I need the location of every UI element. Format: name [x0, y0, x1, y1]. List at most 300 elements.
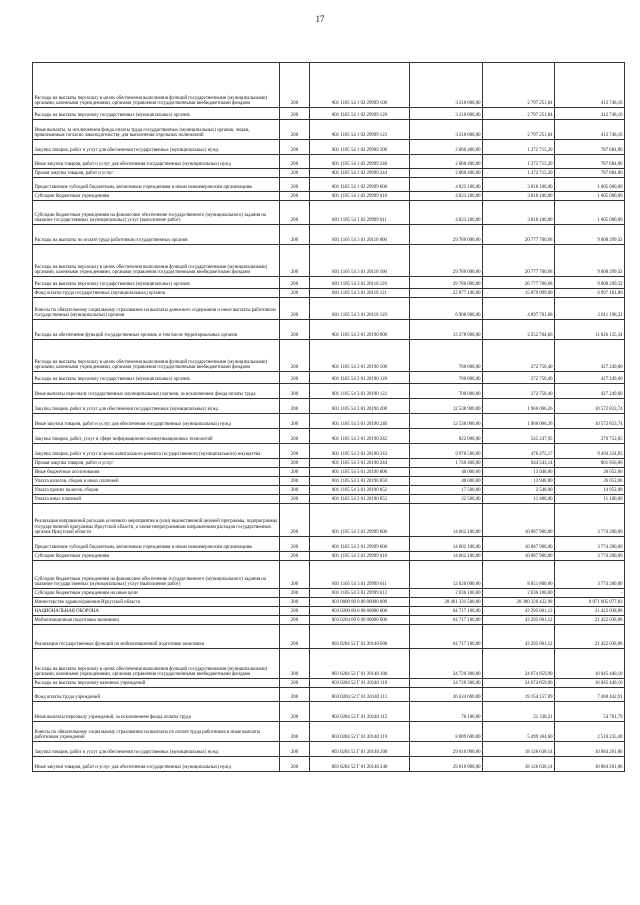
approved-amount-cell: 64 717 100,00 — [410, 625, 483, 649]
row-name-cell: Расходы на выплаты персоналу в целях обеспечения выполнения функций государственными (муниципальными) органами, казенными учреждениями, органами управления государственными внебюджетными фондами — [33, 340, 280, 372]
table-row — [33, 320, 625, 340]
row-name-cell: Предоставление субсидий бюджетным, автономным учреждениям и иным некоммерческим организациям — [33, 537, 280, 552]
row-name-cell: Субсидии бюджетным учреждениям на финансовое обеспечение государственного (муниципального) задания на оказание государственных (муниципальных) услуг (выполнение работ) — [33, 561, 280, 589]
row-code-cell: 200 — [280, 372, 310, 384]
budget-classification-code-cell: 801 1105 54 3 01 20190 122 — [310, 384, 410, 399]
executed-amount-cell: 1 272 715,20 — [483, 155, 555, 169]
table-row — [33, 459, 625, 468]
executed-amount-cell: 11 400,00 — [483, 495, 555, 504]
unexecuted-amount-cell: 427 249,60 — [555, 384, 625, 399]
unexecuted-amount-cell: 6 997 101,00 — [555, 289, 625, 298]
row-name-cell: Иные закупки товаров, работ и услуг для обеспечения государственных (муниципальных) нужд — [33, 757, 280, 772]
unexecuted-amount-cell: 787 684,80 — [555, 140, 625, 155]
approved-amount-cell: 822 000,00 — [410, 429, 483, 444]
executed-amount-cell: 24 674 859,90 — [483, 649, 555, 679]
approved-amount-cell: 8 009 600,00 — [410, 722, 483, 742]
row-name-cell: Закупка товаров, работ и услуг для обеспечения государственных (муниципальных) нужд — [33, 742, 280, 757]
row-code-cell: 200 — [280, 598, 310, 607]
row-code-cell: 200 — [280, 340, 310, 372]
unexecuted-amount-cell: 21 422 038,88 — [555, 616, 625, 625]
row-code-cell: 200 — [280, 298, 310, 320]
budget-classification-code-cell: 803 0204 52 Г 01 20140 110 — [310, 679, 410, 688]
row-code-cell: 200 — [280, 245, 310, 277]
budget-classification-code-cell: 801 1105 54 3 01 20110 129 — [310, 298, 410, 320]
row-name-cell: Субсидии бюджетным учреждениям — [33, 192, 280, 201]
row-code-cell: 200 — [280, 537, 310, 552]
budget-classification-code-cell: 801 1105 54 1 02 29999 100 — [310, 63, 410, 108]
table-row — [33, 372, 625, 384]
table-row — [33, 679, 625, 688]
table-row — [33, 120, 625, 140]
executed-amount-cell: 43 295 061,12 — [483, 625, 555, 649]
row-code-cell: 200 — [280, 486, 310, 495]
approved-amount-cell: 22 500,00 — [410, 495, 483, 504]
executed-amount-cell: 43 295 061,12 — [483, 616, 555, 625]
unexecuted-amount-cell: 1 005 000,00 — [555, 201, 625, 225]
executed-amount-cell: 19 154 157,09 — [483, 688, 555, 702]
budget-classification-code-cell: 803 0204 00 0 00 00000 000 — [310, 616, 410, 625]
budget-classification-code-cell: 801 1105 54 1 02 29999 120 — [310, 108, 410, 120]
budget-classification-code-cell: 801 1105 54 3 01 20190 244 — [310, 459, 410, 468]
approved-amount-cell: 3 210 000,00 — [410, 120, 483, 140]
budget-classification-code-cell: 801 1105 54 1 02 29999 123 — [310, 120, 410, 140]
executed-amount-cell: 20 777 700,68 — [483, 225, 555, 245]
unexecuted-amount-cell: 3 774 200,00 — [555, 561, 625, 589]
budget-classification-code-cell: 801 1105 54 3 01 20110 120 — [310, 277, 410, 289]
table-row — [33, 225, 625, 245]
executed-amount-cell: 3 818 100,00 — [483, 201, 555, 225]
approved-amount-cell: 29 786 000,00 — [410, 225, 483, 245]
unexecuted-amount-cell: 26 052,00 — [555, 468, 625, 477]
unexecuted-amount-cell: 14 952,00 — [555, 486, 625, 495]
unexecuted-amount-cell: 9 008 299,32 — [555, 245, 625, 277]
unexecuted-amount-cell: 427 249,60 — [555, 340, 625, 372]
executed-amount-cell: 10 887 900,00 — [483, 537, 555, 552]
row-name-cell: Расходы на выплаты персоналу в целях обеспечения выполнения функций государственными (муниципальными) органами, казенными учреждениями, органами управления государственными внебюджетными фондами — [33, 63, 280, 108]
executed-amount-cell: 272 750,40 — [483, 372, 555, 384]
row-name-cell: Уплата прочих налогов, сборов — [33, 486, 280, 495]
budget-classification-code-cell: 801 1105 54 3 01 20190 240 — [310, 414, 410, 429]
table-row — [33, 277, 625, 289]
executed-amount-cell: 2 797 251,84 — [483, 120, 555, 140]
table-row — [33, 289, 625, 298]
approved-amount-cell: 64 717 100,00 — [410, 616, 483, 625]
executed-amount-cell: 2 252 764,66 — [483, 320, 555, 340]
approved-amount-cell: 13 278 900,00 — [410, 320, 483, 340]
row-name-cell: Реализация направлений расходов основного мероприятия и (или) ведомственной целевой программы, подпрограммы государственной программы Иркутской области, а также непрограммным направлениям расходов государственных органов Иркутской области — [33, 504, 280, 537]
unexecuted-amount-cell: 21 422 038,88 — [555, 625, 625, 649]
row-code-cell: 200 — [280, 688, 310, 702]
unexecuted-amount-cell: 412 748,16 — [555, 63, 625, 108]
table-row — [33, 616, 625, 625]
row-code-cell: 200 — [280, 201, 310, 225]
budget-classification-code-cell: 801 1105 54 1 02 29999 244 — [310, 169, 410, 178]
row-code-cell: 200 — [280, 444, 310, 459]
executed-amount-cell: 2 797 251,84 — [483, 108, 555, 120]
budget-classification-code-cell: 801 1105 54 3 01 29999 611 — [310, 561, 410, 589]
row-name-cell: Закупка товаров, работ и услуг в целях капитального ремонта государственного (муниципального) имущества — [33, 444, 280, 459]
unexecuted-amount-cell: 7 480 442,91 — [555, 688, 625, 702]
budget-classification-code-cell: 803 0200 00 0 00 00000 000 — [310, 607, 410, 616]
approved-amount-cell: 2 036 100,00 — [410, 589, 483, 598]
row-name-cell: Расходы на выплаты персоналу казенных учреждений — [33, 679, 280, 688]
executed-amount-cell: 272 750,40 — [483, 340, 555, 372]
unexecuted-amount-cell: 276 752,05 — [555, 429, 625, 444]
row-code-cell: 200 — [280, 289, 310, 298]
row-name-cell: Иные закупки товаров, работ и услуг для обеспечения государственных (муниципальных) нужд — [33, 414, 280, 429]
executed-amount-cell: 1 966 066,26 — [483, 414, 555, 429]
executed-amount-cell: 13 948,00 — [483, 477, 555, 486]
row-name-cell: Расходы на выплаты персоналу в целях обеспечения выполнения функций государственными (муниципальными) органами, казенными учреждениями, органами управления государственными внебюджетными фондами — [33, 649, 280, 679]
row-code-cell: 200 — [280, 616, 310, 625]
approved-amount-cell: 29 786 000,00 — [410, 245, 483, 277]
budget-classification-code-cell: 801 1105 54 3 01 20190 242 — [310, 429, 410, 444]
budget-classification-code-cell: 801 1105 54 1 02 29999 200 — [310, 140, 410, 155]
row-name-cell: Министерство здравоохранения Иркутской области — [33, 598, 280, 607]
row-code-cell: 200 — [280, 414, 310, 429]
budget-table — [32, 62, 625, 772]
table-row — [33, 108, 625, 120]
table-row — [33, 63, 625, 108]
executed-amount-cell: 13 948,00 — [483, 468, 555, 477]
executed-amount-cell: 43 295 061,12 — [483, 607, 555, 616]
table-row — [33, 561, 625, 589]
executed-amount-cell: 3 818 100,00 — [483, 178, 555, 192]
budget-classification-code-cell: 801 1105 54 3 01 20190 100 — [310, 340, 410, 372]
unexecuted-amount-cell: 21 422 038,88 — [555, 607, 625, 616]
executed-amount-cell: 944 543,14 — [483, 459, 555, 468]
budget-classification-code-cell: 803 0204 52 Г 01 20140 000 — [310, 625, 410, 649]
budget-classification-code-cell: 801 1105 54 3 01 20110 100 — [310, 245, 410, 277]
table-row — [33, 169, 625, 178]
budget-classification-code-cell: 801 1105 54 3 01 29999 610 — [310, 552, 410, 561]
budget-classification-code-cell: 801 1105 54 3 01 29999 000 — [310, 504, 410, 537]
executed-amount-cell: 3 818 100,00 — [483, 192, 555, 201]
unexecuted-amount-cell: 3 774 200,00 — [555, 552, 625, 561]
approved-amount-cell: 64 717 100,00 — [410, 607, 483, 616]
executed-amount-cell: 5 499 364,60 — [483, 722, 555, 742]
approved-amount-cell: 9 970 500,00 — [410, 444, 483, 459]
approved-amount-cell: 12 538 900,00 — [410, 414, 483, 429]
row-code-cell: 200 — [280, 429, 310, 444]
row-code-cell: 200 — [280, 178, 310, 192]
row-code-cell: 200 — [280, 155, 310, 169]
approved-amount-cell: 2 060 400,00 — [410, 155, 483, 169]
row-name-cell: Иные выплаты персоналу учреждений, за исключением фонда оплаты труда — [33, 702, 280, 722]
unexecuted-amount-cell: 1 005 000,00 — [555, 178, 625, 192]
approved-amount-cell: 12 538 900,00 — [410, 399, 483, 414]
row-code-cell: 200 — [280, 384, 310, 399]
unexecuted-amount-cell: 2 011 198,32 — [555, 298, 625, 320]
row-name-cell: Закупка товаров, работ и услуг для обеспечения государственных (муниципальных) нужд — [33, 399, 280, 414]
approved-amount-cell: 14 662 100,00 — [410, 537, 483, 552]
row-name-cell: Уплата иных платежей — [33, 495, 280, 504]
budget-classification-code-cell: 801 1105 54 3 01 20190 200 — [310, 399, 410, 414]
executed-amount-cell: 20 777 700,68 — [483, 277, 555, 289]
row-name-cell: Расходы на выплаты персоналу в целях обеспечения выполнения функций государственными (муниципальными) органами, казенными учреждениями, органами управления государственными внебюджетными фондами — [33, 245, 280, 277]
budget-classification-code-cell: 803 0204 52 Г 01 20140 240 — [310, 757, 410, 772]
executed-amount-cell: 4 897 701,68 — [483, 298, 555, 320]
unexecuted-amount-cell: 10 884 261,86 — [555, 742, 625, 757]
row-name-cell: Расходы на выплаты персоналу государственных (муниципальных) органов — [33, 108, 280, 120]
approved-amount-cell: 12 626 000,00 — [410, 561, 483, 589]
unexecuted-amount-cell: 427 249,60 — [555, 372, 625, 384]
approved-amount-cell: 34 720 300,00 — [410, 679, 483, 688]
row-name-cell: Прочая закупка товаров, работ и услуг — [33, 459, 280, 468]
unexecuted-amount-cell: 8 071 005 077,02 — [555, 598, 625, 607]
unexecuted-amount-cell: 2 510 235,40 — [555, 722, 625, 742]
row-code-cell: 200 — [280, 399, 310, 414]
row-name-cell: Закупка товаров, работ и услуг для обеспечения государственных (муниципальных) нужд — [33, 140, 280, 155]
row-name-cell: Субсидии бюджетным учреждениям — [33, 552, 280, 561]
table-row — [33, 598, 625, 607]
row-name-cell: Фонд оплаты труда государственных (муниципальных) органов — [33, 289, 280, 298]
row-code-cell: 200 — [280, 625, 310, 649]
row-name-cell: Иные выплаты, за исключением фонда оплаты труда государственных (муниципальных) органов, лицам, привлекаемым согласно законодательству для выполнения отдельных полномочий — [33, 120, 280, 140]
row-name-cell: Расходы на обеспечение функций государственных органов, в том числе территориальных органов — [33, 320, 280, 340]
approved-amount-cell: 29 010 900,00 — [410, 757, 483, 772]
row-name-cell: Прочая закупка товаров, работ и услуг — [33, 169, 280, 178]
budget-classification-code-cell: 801 1105 54 3 01 20110 121 — [310, 289, 410, 298]
approved-amount-cell: 28 461 331 500,00 — [410, 598, 483, 607]
row-code-cell: 200 — [280, 679, 310, 688]
approved-amount-cell: 29 010 900,00 — [410, 742, 483, 757]
budget-classification-code-cell: 801 1105 54 3 01 29999 600 — [310, 537, 410, 552]
budget-classification-code-cell: 801 1105 54 3 01 20190 853 — [310, 495, 410, 504]
unexecuted-amount-cell: 787 684,80 — [555, 155, 625, 169]
table-row — [33, 192, 625, 201]
approved-amount-cell: 14 662 100,00 — [410, 504, 483, 537]
budget-classification-code-cell: 803 0204 52 Г 01 20140 100 — [310, 649, 410, 679]
executed-amount-cell: 1 272 715,20 — [483, 169, 555, 178]
table-row — [33, 298, 625, 320]
row-code-cell: 200 — [280, 477, 310, 486]
approved-amount-cell: 4 823 100,00 — [410, 192, 483, 201]
table-row — [33, 477, 625, 486]
table-row — [33, 384, 625, 399]
unexecuted-amount-cell: 9 008 299,32 — [555, 277, 625, 289]
approved-amount-cell: 700 000,00 — [410, 384, 483, 399]
budget-classification-code-cell: 801 1105 54 3 01 29999 612 — [310, 589, 410, 598]
row-code-cell: 200 — [280, 552, 310, 561]
table-row — [33, 589, 625, 598]
unexecuted-amount-cell: 1 005 000,00 — [555, 192, 625, 201]
executed-amount-cell: 272 750,40 — [483, 384, 555, 399]
executed-amount-cell: 2 797 251,84 — [483, 63, 555, 108]
unexecuted-amount-cell: 26 052,00 — [555, 477, 625, 486]
executed-amount-cell: 2 548,00 — [483, 486, 555, 495]
row-code-cell: 200 — [280, 607, 310, 616]
executed-amount-cell: 1 272 715,20 — [483, 140, 555, 155]
unexecuted-amount-cell: 10 045 440,10 — [555, 679, 625, 688]
row-name-cell: Закупка товаров, работ, услуг в сфере информационно-коммуникационных технологий — [33, 429, 280, 444]
executed-amount-cell: 10 887 900,00 — [483, 504, 555, 537]
row-code-cell: 200 — [280, 504, 310, 537]
budget-classification-code-cell: 801 1105 54 3 01 20190 000 — [310, 320, 410, 340]
unexecuted-amount-cell: 10 045 440,10 — [555, 649, 625, 679]
executed-amount-cell: 24 674 859,90 — [483, 679, 555, 688]
approved-amount-cell: 26 634 600,00 — [410, 688, 483, 702]
unexecuted-amount-cell: 3 774 200,00 — [555, 537, 625, 552]
budget-classification-code-cell: 803 0204 52 Г 01 20140 200 — [310, 742, 410, 757]
approved-amount-cell: 700 000,00 — [410, 340, 483, 372]
row-code-cell: 200 — [280, 320, 310, 340]
unexecuted-amount-cell: 801 856,86 — [555, 459, 625, 468]
unexecuted-amount-cell: 11 100,00 — [555, 495, 625, 504]
budget-classification-code-cell: 803 0204 52 Г 01 20140 112 — [310, 702, 410, 722]
unexecuted-amount-cell: 412 748,16 — [555, 108, 625, 120]
row-name-cell: Субсидии бюджетным учреждениям на финансовое обеспечение государственного (муниципального) задания на оказание государственных (муниципальных) услуг (выполнение работ) — [33, 201, 280, 225]
row-name-cell: Субсидии бюджетным учреждениям на иные цели — [33, 589, 280, 598]
executed-amount-cell: 20 390 326 422,98 — [483, 598, 555, 607]
table-row — [33, 201, 625, 225]
executed-amount-cell: 2 036 100,00 — [483, 589, 555, 598]
unexecuted-amount-cell: 9 494 224,83 — [555, 444, 625, 459]
row-code-cell: 200 — [280, 169, 310, 178]
approved-amount-cell: 3 210 000,00 — [410, 63, 483, 108]
unexecuted-amount-cell: - — [555, 589, 625, 598]
executed-amount-cell: 18 126 638,14 — [483, 742, 555, 757]
table-row — [33, 757, 625, 772]
approved-amount-cell: 2 060 400,00 — [410, 169, 483, 178]
table-row — [33, 245, 625, 277]
row-code-cell: 200 — [280, 120, 310, 140]
table-row — [33, 722, 625, 742]
row-code-cell: 200 — [280, 649, 310, 679]
executed-amount-cell: 10 887 900,00 — [483, 552, 555, 561]
table-row — [33, 625, 625, 649]
table-row — [33, 429, 625, 444]
row-code-cell: 200 — [280, 192, 310, 201]
approved-amount-cell: 29 786 000,00 — [410, 277, 483, 289]
table-row — [33, 468, 625, 477]
unexecuted-amount-cell: 10 572 833,74 — [555, 414, 625, 429]
executed-amount-cell: 18 126 638,14 — [483, 757, 555, 772]
row-code-cell: 200 — [280, 722, 310, 742]
unexecuted-amount-cell: 54 761,79 — [555, 702, 625, 722]
executed-amount-cell: 21 338,21 — [483, 702, 555, 722]
budget-classification-code-cell: 803 0204 52 Г 01 20140 111 — [310, 688, 410, 702]
approved-amount-cell: 700 000,00 — [410, 372, 483, 384]
row-name-cell: Иные закупки товаров, работ и услуг для обеспечения государственных (муниципальных) нужд — [33, 155, 280, 169]
budget-classification-code-cell: 801 1105 54 1 02 29999 611 — [310, 201, 410, 225]
row-code-cell: 200 — [280, 589, 310, 598]
row-name-cell: Уплата налогов, сборов и иных платежей — [33, 477, 280, 486]
table-row — [33, 537, 625, 552]
row-name-cell: Расходы на выплаты персоналу государственных (муниципальных) органов — [33, 277, 280, 289]
row-name-cell: Расходы на выплаты по оплате труда работников государственных органов — [33, 225, 280, 245]
row-code-cell: 200 — [280, 108, 310, 120]
row-name-cell: Фонд оплаты труда учреждений — [33, 688, 280, 702]
page-number: 17 — [315, 14, 325, 24]
row-name-cell: Реализация государственных функций по мобилизационной подготовке экономики — [33, 625, 280, 649]
table-row — [33, 340, 625, 372]
budget-classification-code-cell: 801 1105 54 1 02 29999 610 — [310, 192, 410, 201]
unexecuted-amount-cell: 11 026 135,34 — [555, 320, 625, 340]
row-name-cell: Расходы на выплаты персоналу государственных (муниципальных) органов — [33, 372, 280, 384]
row-name-cell: Иные бюджетные ассигнования — [33, 468, 280, 477]
row-code-cell: 200 — [280, 702, 310, 722]
budget-classification-code-cell: 803 0204 52 Г 01 20140 119 — [310, 722, 410, 742]
row-name-cell: НАЦИОНАЛЬНАЯ ОБОРОНА — [33, 607, 280, 616]
row-name-cell: Взносы по обязательному социальному страхованию на выплаты по оплате труда работников и иные выплаты работникам учреждений — [33, 722, 280, 742]
executed-amount-cell: 545 247,95 — [483, 429, 555, 444]
budget-classification-code-cell: 801 1105 54 3 01 20190 850 — [310, 477, 410, 486]
unexecuted-amount-cell: 10 572 833,74 — [555, 399, 625, 414]
table-row — [33, 140, 625, 155]
executed-amount-cell: 20 777 700,68 — [483, 245, 555, 277]
table-row — [33, 702, 625, 722]
row-code-cell: 200 — [280, 140, 310, 155]
table-row — [33, 504, 625, 537]
budget-classification-code-cell: 801 1105 54 3 01 20190 852 — [310, 486, 410, 495]
approved-amount-cell: 40 000,00 — [410, 468, 483, 477]
approved-amount-cell: 4 823 100,00 — [410, 201, 483, 225]
executed-amount-cell: 1 966 066,26 — [483, 399, 555, 414]
approved-amount-cell: 4 823 100,00 — [410, 178, 483, 192]
table-row — [33, 178, 625, 192]
approved-amount-cell: 3 210 000,00 — [410, 108, 483, 120]
budget-classification-code-cell: 801 1105 54 3 01 20190 120 — [310, 372, 410, 384]
table-row — [33, 486, 625, 495]
row-code-cell: 200 — [280, 495, 310, 504]
approved-amount-cell: 76 100,00 — [410, 702, 483, 722]
approved-amount-cell: 1 746 400,00 — [410, 459, 483, 468]
row-code-cell: 200 — [280, 63, 310, 108]
budget-table-body — [33, 63, 625, 772]
budget-classification-code-cell: 803 0000 00 0 00 00000 000 — [310, 598, 410, 607]
budget-classification-code-cell: 801 1105 54 3 01 20110 000 — [310, 225, 410, 245]
row-name-cell: Мобилизационная подготовка экономики — [33, 616, 280, 625]
approved-amount-cell: 17 500,00 — [410, 486, 483, 495]
table-row — [33, 155, 625, 169]
budget-classification-code-cell: 801 1105 54 1 02 29999 240 — [310, 155, 410, 169]
row-name-cell: Иные выплаты персоналу государственных (муниципальных) органов, за исключением фонда оплаты труда — [33, 384, 280, 399]
unexecuted-amount-cell: 9 008 299,32 — [555, 225, 625, 245]
approved-amount-cell: 6 908 900,00 — [410, 298, 483, 320]
approved-amount-cell: 34 720 300,00 — [410, 649, 483, 679]
row-code-cell: 200 — [280, 561, 310, 589]
table-row — [33, 649, 625, 679]
row-code-cell: 200 — [280, 277, 310, 289]
unexecuted-amount-cell: 10 884 261,86 — [555, 757, 625, 772]
approved-amount-cell: 40 000,00 — [410, 477, 483, 486]
executed-amount-cell: 8 851 800,00 — [483, 561, 555, 589]
unexecuted-amount-cell: 787 684,80 — [555, 169, 625, 178]
unexecuted-amount-cell: 3 774 200,00 — [555, 504, 625, 537]
executed-amount-cell: 476 275,17 — [483, 444, 555, 459]
table-row — [33, 495, 625, 504]
unexecuted-amount-cell: 412 748,16 — [555, 120, 625, 140]
row-code-cell: 200 — [280, 468, 310, 477]
row-name-cell: Предоставление субсидий бюджетным, автономным учреждениям и иным некоммерческим организациям — [33, 178, 280, 192]
budget-classification-code-cell: 801 1105 54 3 01 20190 800 — [310, 468, 410, 477]
row-code-cell: 200 — [280, 459, 310, 468]
table-row — [33, 399, 625, 414]
table-row — [33, 552, 625, 561]
row-name-cell: Взносы по обязательному социальному страхованию на выплаты денежного содержания и иные выплаты работникам государственных (муниципальных) органов — [33, 298, 280, 320]
table-row — [33, 414, 625, 429]
row-code-cell: 200 — [280, 742, 310, 757]
table-row — [33, 607, 625, 616]
approved-amount-cell: 2 060 400,00 — [410, 140, 483, 155]
approved-amount-cell: 22 877 100,00 — [410, 289, 483, 298]
budget-classification-code-cell: 801 1105 54 3 01 20190 243 — [310, 444, 410, 459]
row-code-cell: 200 — [280, 757, 310, 772]
budget-classification-code-cell: 801 1105 54 1 02 29999 600 — [310, 178, 410, 192]
table-row — [33, 688, 625, 702]
executed-amount-cell: 15 879 999,00 — [483, 289, 555, 298]
